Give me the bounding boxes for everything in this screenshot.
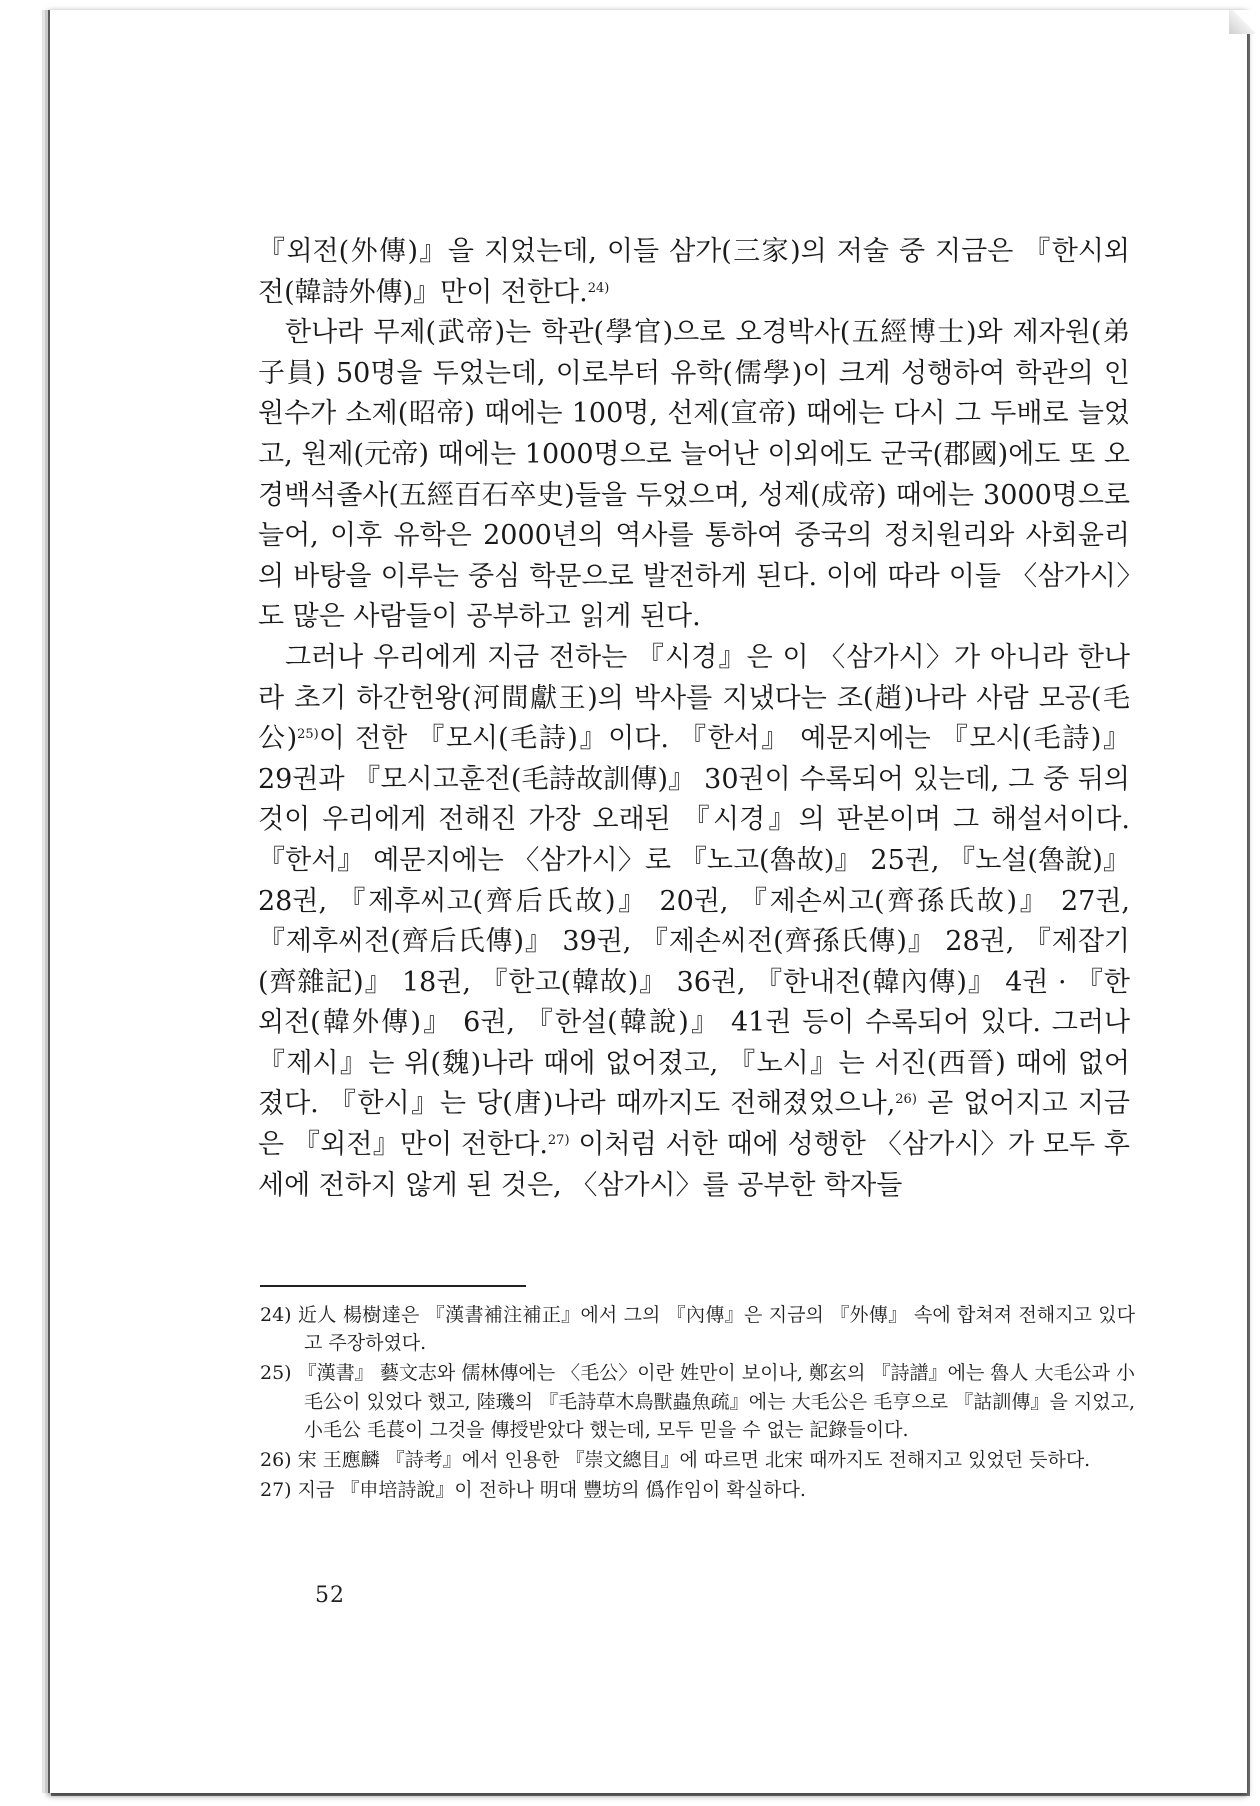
paragraph-1	[258, 232, 1130, 313]
paragraph-3-text-d: 이처럼 서한 때에 성행한 〈삼가시〉가 모두 후세에 전하지 않게 된 것은, 〈삼가시〉를 공부한 학자들	[258, 1129, 1131, 1201]
paragraph-1-text: 『외전(外傳)』을 지었는데, 이들 삼가(三家)의 저술 중 지금은 『한시외전(韓詩外傳)』만이 전한다.	[258, 236, 1131, 308]
footnote-ref-27[interactable]: 27)	[547, 1133, 570, 1149]
footnote-27: 27) 지금 『申培詩說』이 전하나 明대 豐坊의 僞作임이 확실하다.	[260, 1479, 806, 1502]
page-corner-fold	[1229, 10, 1255, 34]
footnote-ref-25[interactable]: 25)	[297, 727, 319, 743]
footnote-ref-24[interactable]: 24)	[587, 280, 610, 296]
footnotes	[260, 1301, 1135, 1506]
page-number: 52	[315, 1583, 345, 1608]
footnote-25: 25) 『漢書』 藝文志와 儒林傳에는 〈毛公〉이란 姓만이 보이나, 鄭玄의 『詩譜』에는 魯人 大毛公과 小毛公이 있었다 했고, 陸璣의 『毛詩草木鳥獸蟲魚疏』에는 大毛公은 毛亨으로 『詁訓傳』을 지었고, 小毛公 毛萇이 그것을 傳授받았다 했는데, 모두 믿을 수 없는 記錄들이다.	[260, 1362, 1135, 1441]
footnote-divider	[260, 1285, 526, 1287]
paragraph-2: 한나라 무제(武帝)는 학관(學官)으로 오경박사(五經博士)와 제자원(弟子員) 50명을 두었는데, 이로부터 유학(儒學)이 크게 성행하여 학관의 인원수가 소제(昭帝) 때에는 100명, 선제(宣帝) 때에는 다시 그 두배로 늘었고, 원제(元帝) 때에는 1000명으로 늘어난 이외에도 군국(郡國)에도 또 오경백석졸사(五經百石卒史)들을 두었으며, 성제(成帝) 때에는 3000명으로 늘어, 이후 유학은 2000년의 역사를 통하여 중국의 정치원리와 사회윤리의 바탕을 이루는 중심 학문으로 발전하게 된다. 이에 따라 이들 〈삼가시〉도 많은 사람들이 공부하고 읽게 된다.	[258, 317, 1130, 633]
footnote-24: 24) 近人 楊樹達은 『漢書補注補正』에서 그의 『內傳』은 지금의 『外傳』 속에 합쳐져 전해지고 있다고 주장하였다.	[260, 1304, 1135, 1355]
paragraph-3-text-a: 그러나 우리에게 지금 전하는 『시경』은 이 〈삼가시〉가 아니라 한나라 초기 하간헌왕(河間獻王)의 박사를 지냈다는 조(趙)나라 사람 모공(毛公)	[258, 641, 1130, 755]
paragraph-3-text-c: 곧 없어지고 지금은 『외전』만이 전한다.	[258, 1088, 1130, 1161]
footnote-ref-26[interactable]: 26)	[895, 1092, 917, 1108]
footnote-26: 26) 宋 王應麟 『詩考』에서 인용한 『崇文總目』에 따르면 北宋 때까지도 전해지고 있었던 듯하다.	[260, 1449, 1091, 1472]
main-text	[258, 232, 1130, 1206]
paragraph-3-text-b: 이 전한 『모시(毛詩)』이다. 『한서』 예문지에는 『모시(毛詩)』 29권과 『모시고훈전(毛詩故訓傳)』 30권이 수록되어 있는데, 그 중 뒤의 것이 우리에게 전해진 가장 오래된 『시경』의 판본이며 그 해설서이다. 『한서』 예문지에는 〈삼가시〉로 『노고(魯故)』 25권, 『노설(魯說)』 28권, 『제후씨고(齊后氏故)』 20권, 『제손씨고(齊孫氏故)』 27권, 『제후씨전(齊后氏傳)』 39권, 『제손씨전(齊孫氏傳)』 28권, 『제잡기(齊雜記)』 18권, 『한고(韓故)』 36권, 『한내전(韓內傳)』 4권 · 『한외전(韓外傳)』 6권, 『한설(韓說)』 41권 등이 수록되어 있다. 그러나 『제시』는 위(魏)나라 때에 없어졌고, 『노시』는 서진(西晉) 때에 없어졌다. 『한시』는 당(唐)나라 때까지도 전해졌었으나,	[258, 723, 1130, 1120]
document-page	[48, 10, 1247, 1793]
paragraph-3	[258, 638, 1130, 1206]
